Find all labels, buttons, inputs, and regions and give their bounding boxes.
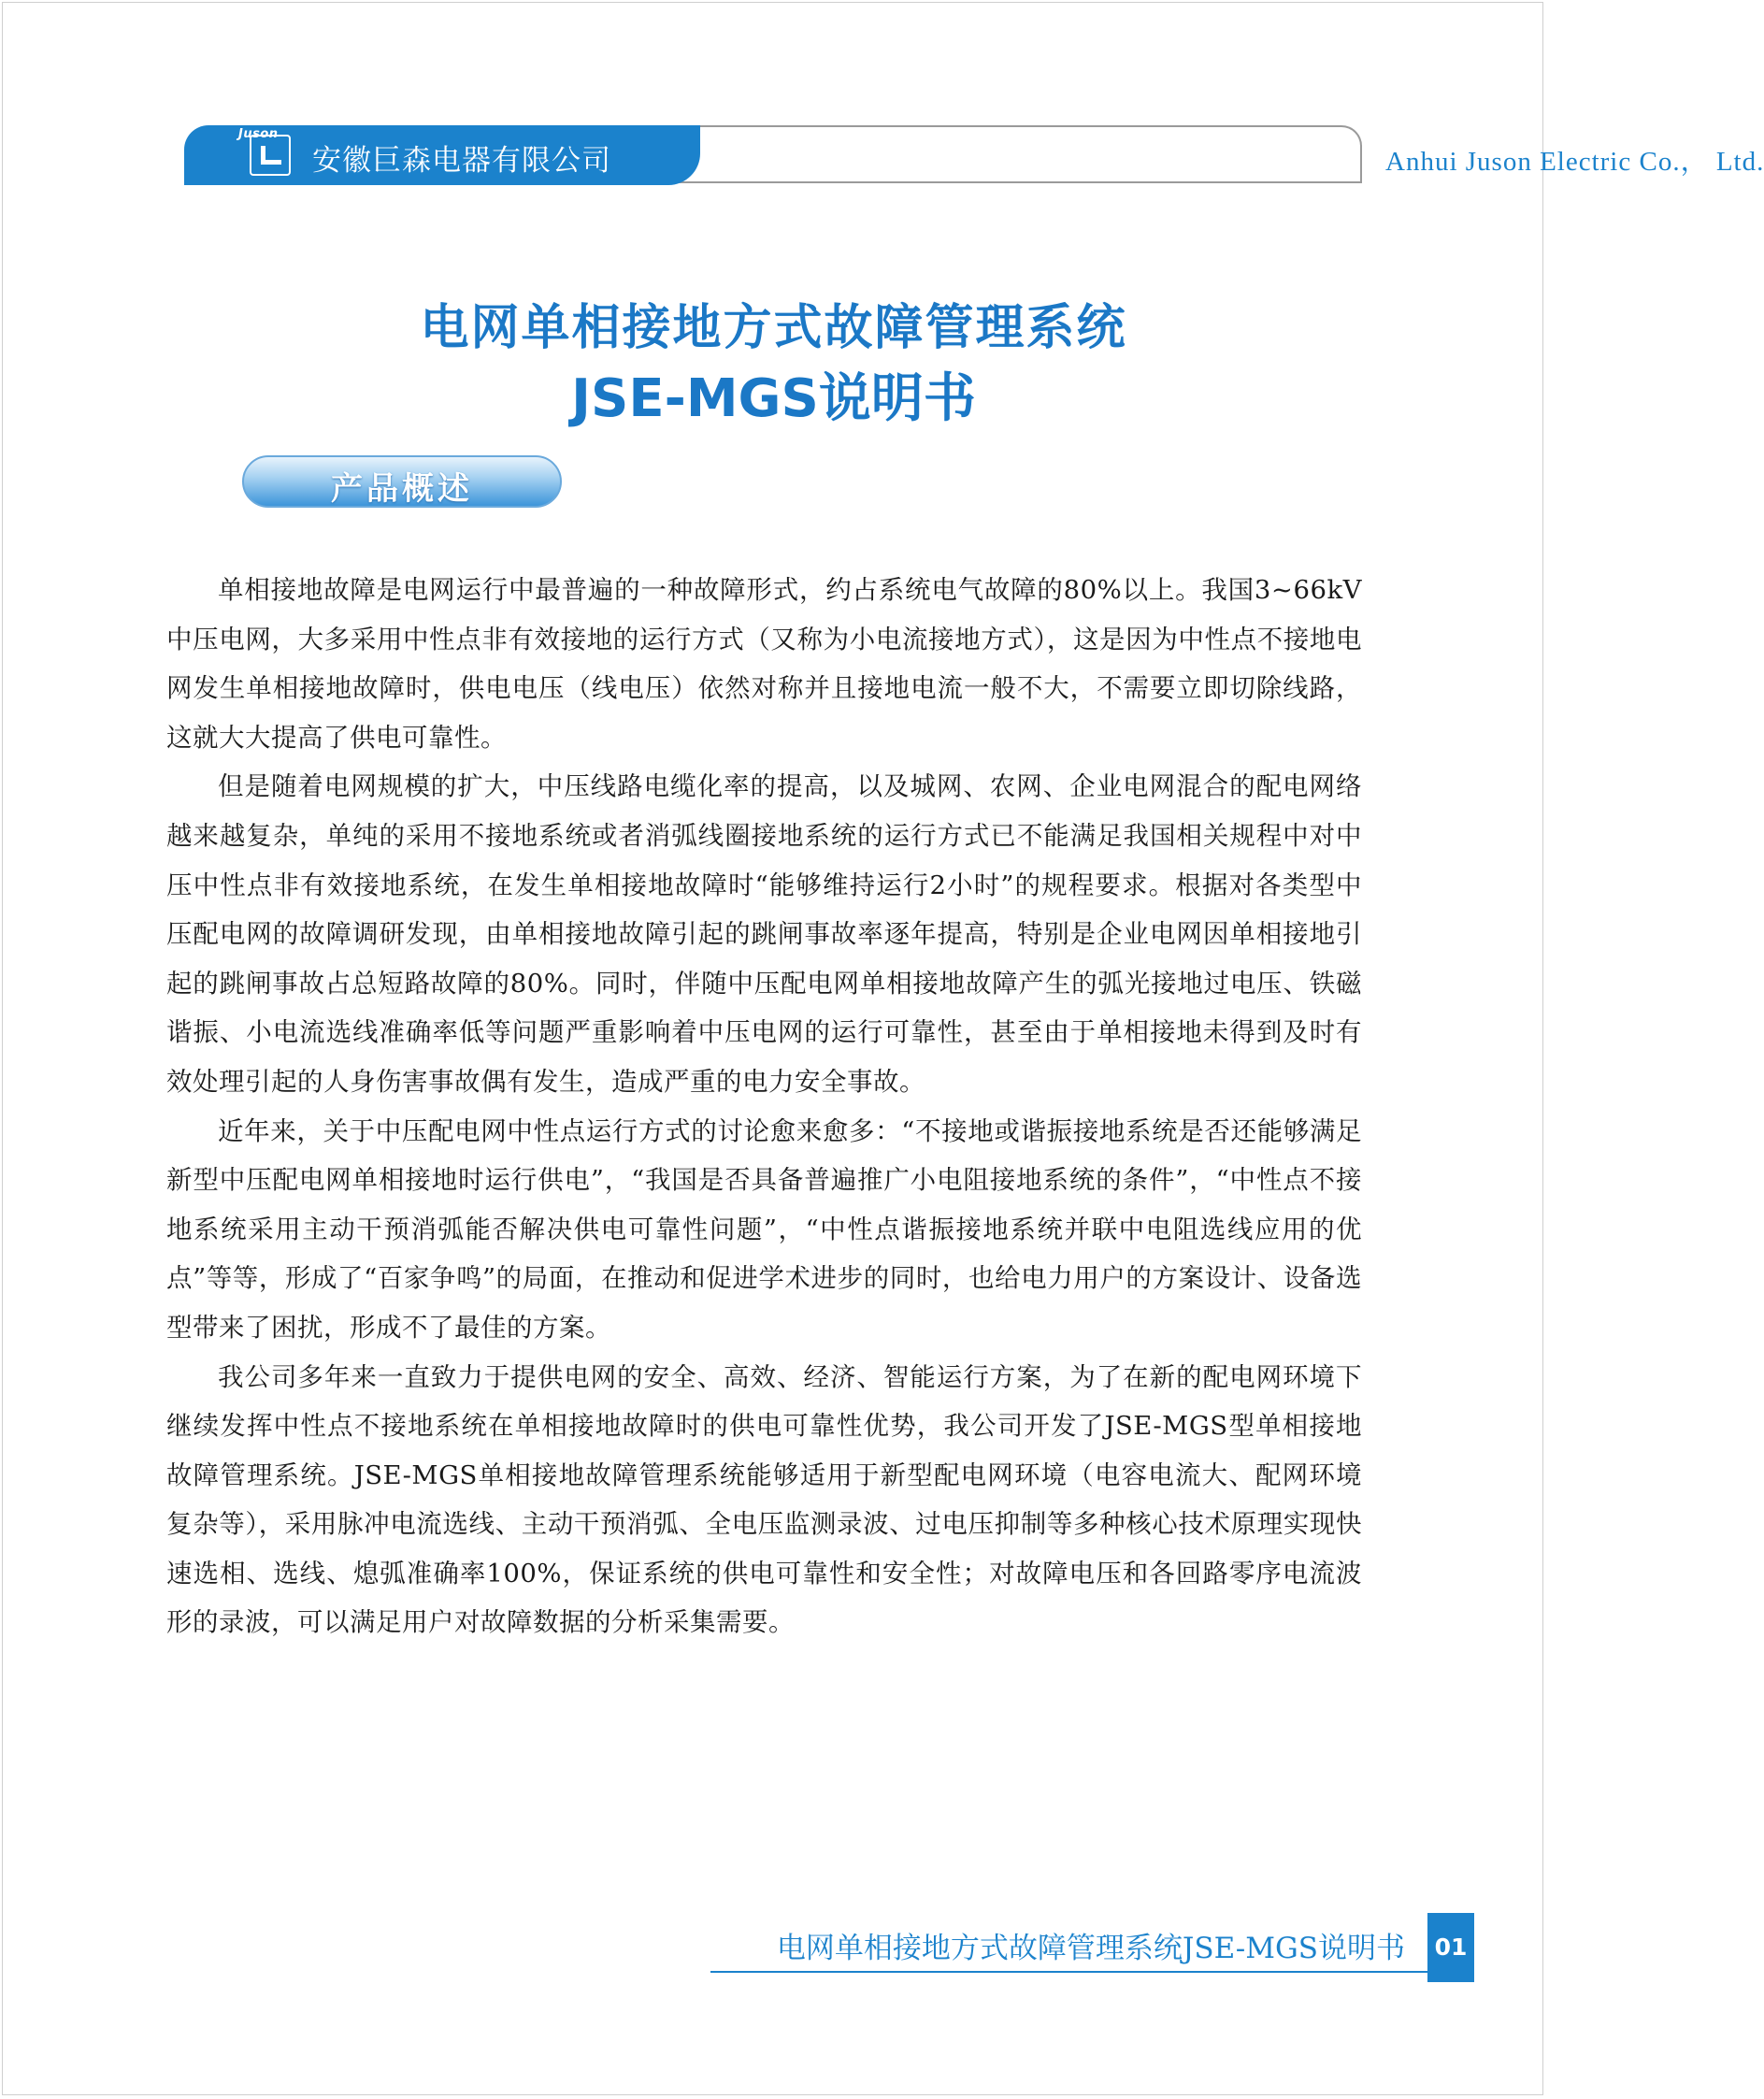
header-right-panel <box>670 125 1764 183</box>
logo-mark-icon <box>261 146 281 165</box>
paragraph: 单相接地故障是电网运行中最普遍的一种故障形式，约占系统电气故障的80%以上。我国3~66kV中压电网，大多采用中性点非有效接地的运行方式（又称为小电流接地方式），这是因为中性点不接地电网发生单相接地故障时，供电电压（线电压）依然对称并且接地电流一般不大，不需要立即切除线路，这就大大提高了供电可靠性。 <box>166 575 1362 753</box>
juson-logo-icon: Juson <box>238 127 279 141</box>
footer-divider <box>710 1971 1435 1973</box>
paragraph: 我公司多年来一直致力于提供电网的安全、高效、经济、智能运行方案，为了在新的配电网环境下继续发挥中性点不接地系统在单相接地故障时的供电可靠性优势，我公司开发了JSE-MGS型单相接地故障管理系统。JSE-MGS单相接地故障管理系统能够适用于新型配电网环境（电容电流大、配网环境复杂等），采用脉冲电流选线、主动干预消弧、全电压监测录波、过电压抑制等多种核心技术原理实现快速选相、选线、熄弧准确率100%，保证系统的供电可靠性和安全性；对故障电压和各回路零序电流波形的录波，可以满足用户对故障数据的分析采集需要。 <box>166 1361 1362 1638</box>
paragraph: 近年来，关于中压配电网中性点运行方式的讨论愈来愈多：“不接地或谐振接地系统是否还能够满足新型中压配电网单相接地时运行供电”，“我国是否具备普遍推广小电阻接地系统的条件”，“中性点不接地系统采用主动干预消弧能否解决供电可靠性问题”，“中性点谐振接地系统并联中电阻选线应用的优点”等等，形成了“百家争鸣”的局面，在推动和促进学术进步的同时，也给电力用户的方案设计、设备选型带来了困扰，形成不了最佳的方案。 <box>166 1115 1362 1343</box>
section-badge-label: 产品概述 <box>331 470 473 508</box>
document-title-line2-text: JSE-MGS说明书 <box>571 368 976 429</box>
section-badge <box>242 455 562 508</box>
document-title-line1: 电网单相接地方式故障管理系统 <box>420 300 1127 356</box>
body-text <box>166 566 1362 1647</box>
page-number: 01 <box>1427 1913 1474 1982</box>
company-name-cn: 安徽巨森电器有限公司 <box>312 144 611 178</box>
page-header <box>184 125 1764 185</box>
footer-doc-title: 电网单相接地方式故障管理系统JSE-MGS说明书 <box>776 1932 1405 1965</box>
header-left-banner <box>184 125 700 185</box>
company-name-en: Anhui Juson Electric Co.， Ltd. <box>1385 147 1764 177</box>
document-title-line2 <box>0 357 1547 432</box>
paragraph: 但是随着电网规模的扩大，中压线路电缆化率的提高，以及城网、农网、企业电网混合的配电网络越来越复杂，单纯的采用不接地系统或者消弧线圈接地系统的运行方式已不能满足我国相关规程中对中压中性点非有效接地系统，在发生单相接地故障时“能够维持运行2小时”的规程要求。根据对各类型中压配电网的故障调研发现，由单相接地故障引起的跳闸事故率逐年提高，特别是企业电网因单相接地引起的跳闸事故占总短路故障的80%。同时，伴随中压配电网单相接地故障产生的弧光接地过电压、铁磁谐振、小电流选线准确率低等问题严重影响着中压电网的运行可靠性，甚至由于单相接地未得到及时有效处理引起的人身伤害事故偶有发生，造成严重的电力安全事故。 <box>166 771 1362 1097</box>
